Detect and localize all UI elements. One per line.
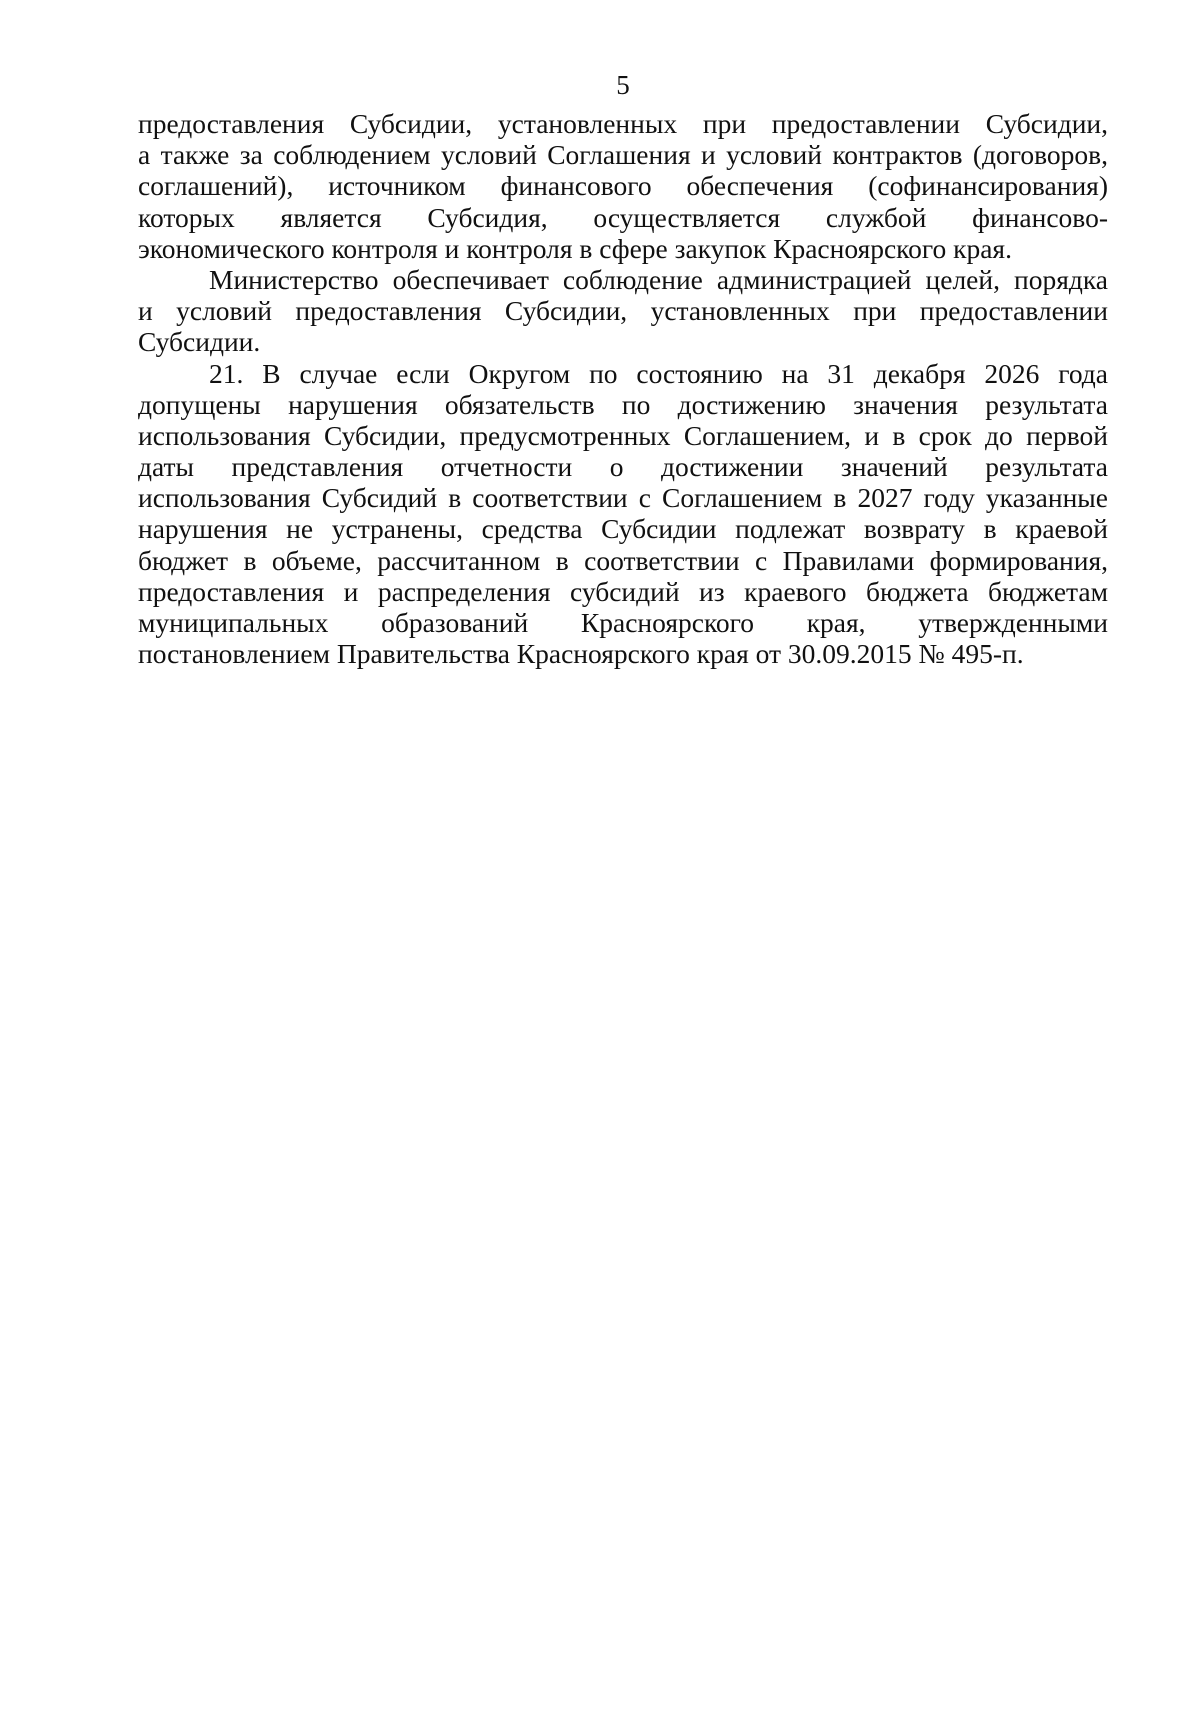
paragraph-item-21	[138, 358, 1108, 670]
text-line: муниципальных образований Красноярского края, утвержденными	[138, 607, 1108, 638]
paragraph-2	[138, 264, 1108, 358]
text-line: и условий предоставления Субсидии, установленных при предоставлении	[138, 295, 1108, 327]
text-line: Субсидии.	[138, 326, 261, 358]
text-line: использования Субсидии, предусмотренных Соглашением, и в срок до первой	[138, 419, 1108, 451]
text-line: предоставления Субсидии, установленных при предоставлении Субсидии,	[138, 108, 1108, 139]
page-number: 5	[616, 70, 630, 100]
text-line: допущены нарушения обязательств по достижению значения результата	[138, 388, 1108, 420]
paragraph-1	[138, 108, 1108, 264]
text-line: постановлением Правительства Красноярского края от 30.09.2015 № 495-п.	[138, 638, 1024, 670]
document-body	[138, 108, 1108, 669]
text-line: нарушения не устранены, средства Субсидии подлежат возврату в краевой	[138, 513, 1108, 545]
text-line: которых является Субсидия, осуществляется службой финансово-	[138, 201, 1108, 233]
text-line: экономического контроля и контроля в сфере закупок Красноярского края.	[138, 232, 1012, 264]
text-line: соглашений), источником финансового обеспечения (софинансирования)	[138, 170, 1108, 202]
text-line: предоставления и распределения субсидий из краевого бюджета бюджетам	[138, 575, 1108, 607]
text-line: Министерство обеспечивает соблюдение администрацией целей, порядка	[209, 263, 1108, 295]
text-line: даты представления отчетности о достижении значений результата	[138, 451, 1108, 483]
text-line: бюджет в объеме, рассчитанном в соответствии с Правилами формирования,	[138, 544, 1108, 576]
text-line: а также за соблюдением условий Соглашения и условий контрактов (договоров,	[138, 139, 1108, 171]
text-line: 21. В случае если Округом по состоянию на 31 декабря 2026 года	[209, 357, 1108, 389]
text-line: использования Субсидий в соответствии с Соглашением в 2027 году указанные	[138, 482, 1108, 514]
